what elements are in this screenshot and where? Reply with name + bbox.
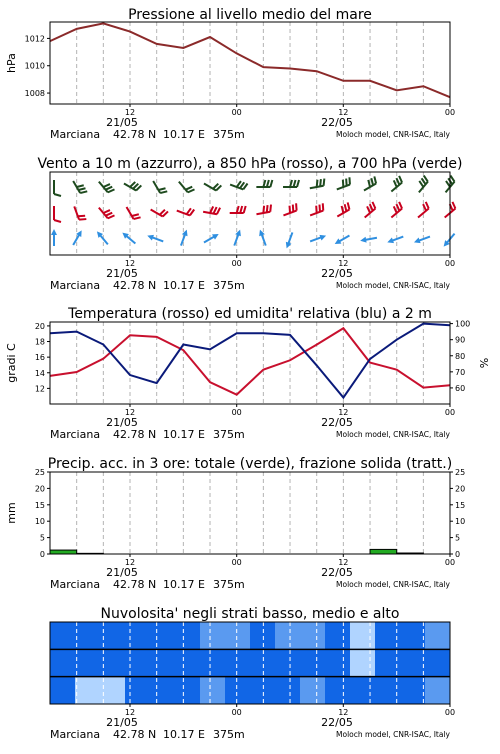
wind-700-barb-feather — [396, 178, 399, 185]
precip-x-tick-label: 12 — [125, 558, 135, 567]
wind-x-tick-label: 00 — [445, 259, 455, 268]
precip-y-tick-label: 10 — [35, 517, 45, 526]
precip-location-alt: 375m — [213, 578, 245, 591]
precip-y-tick-label-right: 20 — [455, 484, 465, 493]
pressure-location-lat: 42.78 N — [113, 128, 156, 141]
temperature-date-label: 22/05 — [321, 416, 353, 429]
wind-850-barb-feather — [263, 206, 264, 213]
wind-700-barb-feather — [186, 187, 193, 190]
wind-700-barb-feather — [349, 177, 350, 184]
cloud-cell-basso — [225, 677, 250, 704]
temperature-title: Temperatura (rosso) ed umidita' relativa (blu) a 2 m — [67, 306, 432, 322]
temperature-y-axis-label: gradi C — [5, 343, 18, 383]
wind-700-barb-feather — [54, 194, 61, 196]
wind-850-barb-feather — [54, 220, 61, 222]
wind-700-barb-feather — [343, 180, 344, 187]
pressure-location-alt: 375m — [213, 128, 245, 141]
cloud-cell-medio — [225, 649, 250, 676]
cloud-panel — [50, 606, 455, 741]
wind-850-barb-feather — [372, 202, 375, 209]
pressure-date-label: 21/05 — [106, 116, 138, 129]
pressure-x-tick-label: 12 — [338, 108, 348, 117]
precip-x-tick-label: 12 — [338, 558, 348, 567]
pressure-frame — [50, 22, 450, 104]
cloud-cell-medio — [200, 649, 225, 676]
cloud-date-label: 22/05 — [321, 716, 353, 729]
cloud-cell-alto — [150, 622, 175, 649]
wind-700-barb-feather — [294, 180, 296, 187]
wind-700-barb-feather — [188, 189, 195, 192]
cloud-cell-basso — [400, 677, 425, 704]
wind-700-barb-feather — [160, 191, 167, 193]
wind-credit: Moloch model, CNR-ISAC, Italy — [336, 281, 451, 290]
precip-y-tick-label-right: 0 — [455, 550, 460, 559]
cloud-x-tick-label: 00 — [232, 708, 242, 717]
cloud-cell-alto — [225, 622, 250, 649]
precip-y-tick-label-right: 25 — [455, 468, 465, 477]
temperature-frame — [50, 322, 450, 404]
cloud-cell-alto — [300, 622, 325, 649]
precip-y-tick-label: 20 — [35, 484, 45, 493]
cloud-cell-basso — [125, 677, 150, 704]
temperature-y-tick-label: 16 — [35, 353, 45, 362]
precip-y-tick-label-right: 5 — [455, 534, 460, 543]
cloud-cell-basso — [75, 677, 100, 704]
wind-location-lon: 10.17 E — [163, 279, 205, 292]
wind-850-barb-feather — [399, 202, 402, 209]
wind-date-label: 21/05 — [106, 267, 138, 280]
wind-850-barb-feather — [267, 205, 268, 212]
wind-x-tick-label: 00 — [232, 259, 242, 268]
precip-date-label: 21/05 — [106, 566, 138, 579]
pressure-y-tick-label: 1012 — [25, 34, 45, 43]
humidity-y-tick-label: 80 — [455, 352, 465, 361]
cloud-x-tick-label: 00 — [445, 708, 455, 717]
pressure-y-tick-label: 1010 — [25, 62, 45, 71]
precip-y-tick-label-right: 10 — [455, 517, 465, 526]
precip-y-tick-label-right: 15 — [455, 501, 465, 510]
precip-location-lat: 42.78 N — [113, 578, 156, 591]
cloud-location-lon: 10.17 E — [163, 728, 205, 741]
wind-700-barb-feather — [158, 188, 165, 190]
temperature-location-alt: 375m — [213, 428, 245, 441]
pressure-x-tick-label: 12 — [125, 108, 135, 117]
precip-location-lon: 10.17 E — [163, 578, 205, 591]
temperature-y-tick-label: 18 — [35, 338, 45, 347]
cloud-cell-alto — [200, 622, 225, 649]
temperature-location-lat: 42.78 N — [113, 428, 156, 441]
cloud-cell-basso — [300, 677, 325, 704]
precip-y-tick-label: 0 — [40, 550, 45, 559]
wind-700-barb-feather — [424, 176, 428, 182]
cloud-cell-medio — [425, 649, 450, 676]
wind-10m-arrow-head — [51, 229, 57, 235]
temperature-y-tick-label: 14 — [35, 369, 45, 378]
wind-700-barb-feather — [374, 176, 376, 183]
temperature-date-label: 21/05 — [106, 416, 138, 429]
cloud-cell-basso — [250, 677, 275, 704]
cloud-cell-medio — [275, 649, 300, 676]
wind-700-barb-feather — [446, 181, 450, 187]
precip-bar — [50, 550, 77, 554]
wind-700-barb-feather — [371, 178, 373, 185]
cloud-cell-alto — [350, 622, 375, 649]
temperature-y-tick-label: 20 — [35, 322, 45, 331]
cloud-cell-alto — [250, 622, 275, 649]
wind-700-barb-feather — [419, 181, 423, 187]
wind-850-barb-feather — [323, 203, 324, 210]
cloud-cell-alto — [275, 622, 300, 649]
cloud-cell-alto — [400, 622, 425, 649]
wind-700-barb-feather — [317, 180, 318, 187]
cloud-cell-basso — [425, 677, 450, 704]
cloud-cell-alto — [75, 622, 100, 649]
cloud-cell-basso — [275, 677, 300, 704]
precip-y-tick-label: 5 — [40, 534, 45, 543]
wind-700-barb — [179, 182, 188, 193]
cloud-cell-medio — [175, 649, 200, 676]
pressure-panel — [5, 7, 455, 141]
humidity-y-tick-label: 70 — [455, 368, 465, 377]
wind-location-lat: 42.78 N — [113, 279, 156, 292]
wind-850-barb-feather — [342, 206, 344, 213]
pressure-y-axis-label: hPa — [5, 53, 18, 73]
wind-x-tick-label: 12 — [338, 259, 348, 268]
wind-850-barb-feather — [213, 207, 216, 214]
precip-y-tick-label: 15 — [35, 501, 45, 510]
cloud-cell-alto — [325, 622, 350, 649]
cloud-cell-basso — [150, 677, 175, 704]
cloud-cell-medio — [125, 649, 150, 676]
wind-700-barb-feather — [297, 180, 299, 187]
wind-x-tick-label: 12 — [125, 259, 135, 268]
cloud-credit: Moloch model, CNR-ISAC, Italy — [336, 730, 451, 739]
precip-bar — [370, 549, 397, 554]
cloud-cell-alto — [175, 622, 200, 649]
precip-y-tick-label: 25 — [35, 468, 45, 477]
cloud-title: Nuvolosita' negli strati basso, medio e alto — [101, 606, 400, 622]
wind-850-barb-feather — [293, 205, 294, 212]
pressure-date-label: 22/05 — [321, 116, 353, 129]
temperature-x-tick-label: 00 — [232, 408, 242, 417]
cloud-location-name: Marciana — [50, 728, 100, 741]
precip-date-label: 22/05 — [321, 566, 353, 579]
wind-700-barb-feather — [108, 189, 115, 192]
cloud-cell-medio — [50, 649, 75, 676]
wind-700-barb-feather — [106, 187, 113, 190]
wind-700-barb-feather — [78, 188, 85, 190]
cloud-cell-medio — [250, 649, 275, 676]
wind-850-barb-feather — [103, 210, 110, 213]
wind-title: Vento a 10 m (azzurro), a 850 hPa (rosso), a 700 hPa (verde) — [37, 156, 462, 172]
wind-location-alt: 375m — [213, 279, 245, 292]
cloud-cell-alto — [125, 622, 150, 649]
cloud-cell-medio — [325, 649, 350, 676]
wind-700-barb-feather — [450, 176, 454, 182]
precip-y-axis-label: mm — [5, 502, 18, 523]
precip-x-tick-label: 00 — [445, 558, 455, 567]
cloud-date-label: 21/05 — [106, 716, 138, 729]
cloud-cell-medio — [350, 649, 375, 676]
cloud-cell-medio — [75, 649, 100, 676]
temperature-credit: Moloch model, CNR-ISAC, Italy — [336, 430, 451, 439]
wind-850-barb-feather — [108, 215, 115, 218]
cloud-cell-medio — [400, 649, 425, 676]
wind-850-barb-feather — [426, 202, 429, 209]
wind-850-barb-feather — [296, 203, 297, 210]
precip-panel — [5, 456, 465, 591]
humidity-y-axis-label: % — [478, 358, 491, 368]
pressure-x-tick-label: 00 — [445, 108, 455, 117]
pressure-title: Pressione al livello medio del mare — [128, 7, 372, 23]
wind-700-barb-feather — [103, 184, 110, 187]
precip-frame — [50, 472, 450, 554]
wind-850-barb-feather — [134, 217, 141, 219]
temperature-x-tick-label: 12 — [125, 408, 135, 417]
wind-850-barb-feather — [319, 205, 320, 212]
cloud-x-tick-label: 12 — [125, 708, 135, 717]
wind-700-barb-feather — [320, 179, 321, 186]
precip-title: Precip. acc. in 3 ore: totale (verde), frazione solida (tratt.) — [48, 456, 452, 472]
wind-850-barb-feather — [348, 202, 350, 209]
wind-panel — [37, 156, 462, 292]
wind-700-barb-feather — [346, 179, 347, 186]
wind-850-barb-feather — [290, 206, 291, 213]
wind-850-barb-feather — [240, 206, 242, 213]
wind-850-barb-feather — [270, 205, 271, 212]
cloud-location-alt: 375m — [213, 728, 245, 741]
cloud-cell-medio — [150, 649, 175, 676]
pressure-y-tick-label: 1008 — [25, 89, 45, 98]
cloud-x-tick-label: 12 — [338, 708, 348, 717]
pressure-credit: Moloch model, CNR-ISAC, Italy — [336, 130, 451, 139]
cloud-cell-basso — [175, 677, 200, 704]
precip-x-tick-label: 00 — [232, 558, 242, 567]
wind-850-barb-feather — [132, 214, 139, 216]
humidity-series-line — [50, 324, 450, 398]
humidity-y-tick-label: 90 — [455, 336, 465, 345]
humidity-y-tick-label: 60 — [455, 384, 465, 393]
pressure-location-lon: 10.17 E — [163, 128, 205, 141]
wind-700-barb-feather — [267, 180, 269, 187]
wind-850-barb-feather — [217, 208, 220, 215]
pressure-location-name: Marciana — [50, 128, 100, 141]
temperature-x-tick-label: 00 — [445, 408, 455, 417]
temperature-x-tick-label: 12 — [338, 408, 348, 417]
cloud-cell-medio — [300, 649, 325, 676]
wind-700-barb-feather — [270, 180, 272, 187]
wind-location-name: Marciana — [50, 279, 100, 292]
wind-700-barb-feather — [324, 179, 325, 186]
cloud-cell-alto — [425, 622, 450, 649]
wind-850-barb-feather — [345, 204, 347, 211]
cloud-cell-basso — [50, 677, 75, 704]
cloud-cell-basso — [350, 677, 375, 704]
wind-700-barb-feather — [77, 185, 84, 187]
cloud-cell-basso — [200, 677, 225, 704]
precip-credit: Moloch model, CNR-ISAC, Italy — [336, 580, 451, 589]
cloud-cell-alto — [50, 622, 75, 649]
wind-date-label: 22/05 — [321, 267, 353, 280]
temperature-location-name: Marciana — [50, 428, 100, 441]
wind-850-barb-feather — [78, 216, 85, 217]
cloud-cell-basso — [325, 677, 350, 704]
temperature-panel — [5, 306, 491, 441]
temperature-location-lon: 10.17 E — [163, 428, 205, 441]
wind-850-barb-feather — [106, 213, 113, 216]
wind-850-barb-feather — [316, 206, 317, 213]
temperature-y-tick-label: 12 — [35, 384, 45, 393]
cloud-location-lat: 42.78 N — [113, 728, 156, 741]
precip-location-name: Marciana — [50, 578, 100, 591]
pressure-x-tick-label: 00 — [232, 108, 242, 117]
wind-850-barb-feather — [244, 206, 246, 213]
wind-700-barb-feather — [80, 191, 87, 193]
humidity-y-tick-label: 100 — [455, 320, 470, 329]
wind-700-barb-feather — [399, 176, 402, 183]
temperature-series-line — [50, 328, 450, 394]
wind-850-barb-feather — [79, 219, 86, 220]
wind-850-barb-feather — [452, 202, 455, 209]
pressure-series-line — [50, 23, 450, 97]
wind-10m-arrow-head — [360, 237, 366, 243]
